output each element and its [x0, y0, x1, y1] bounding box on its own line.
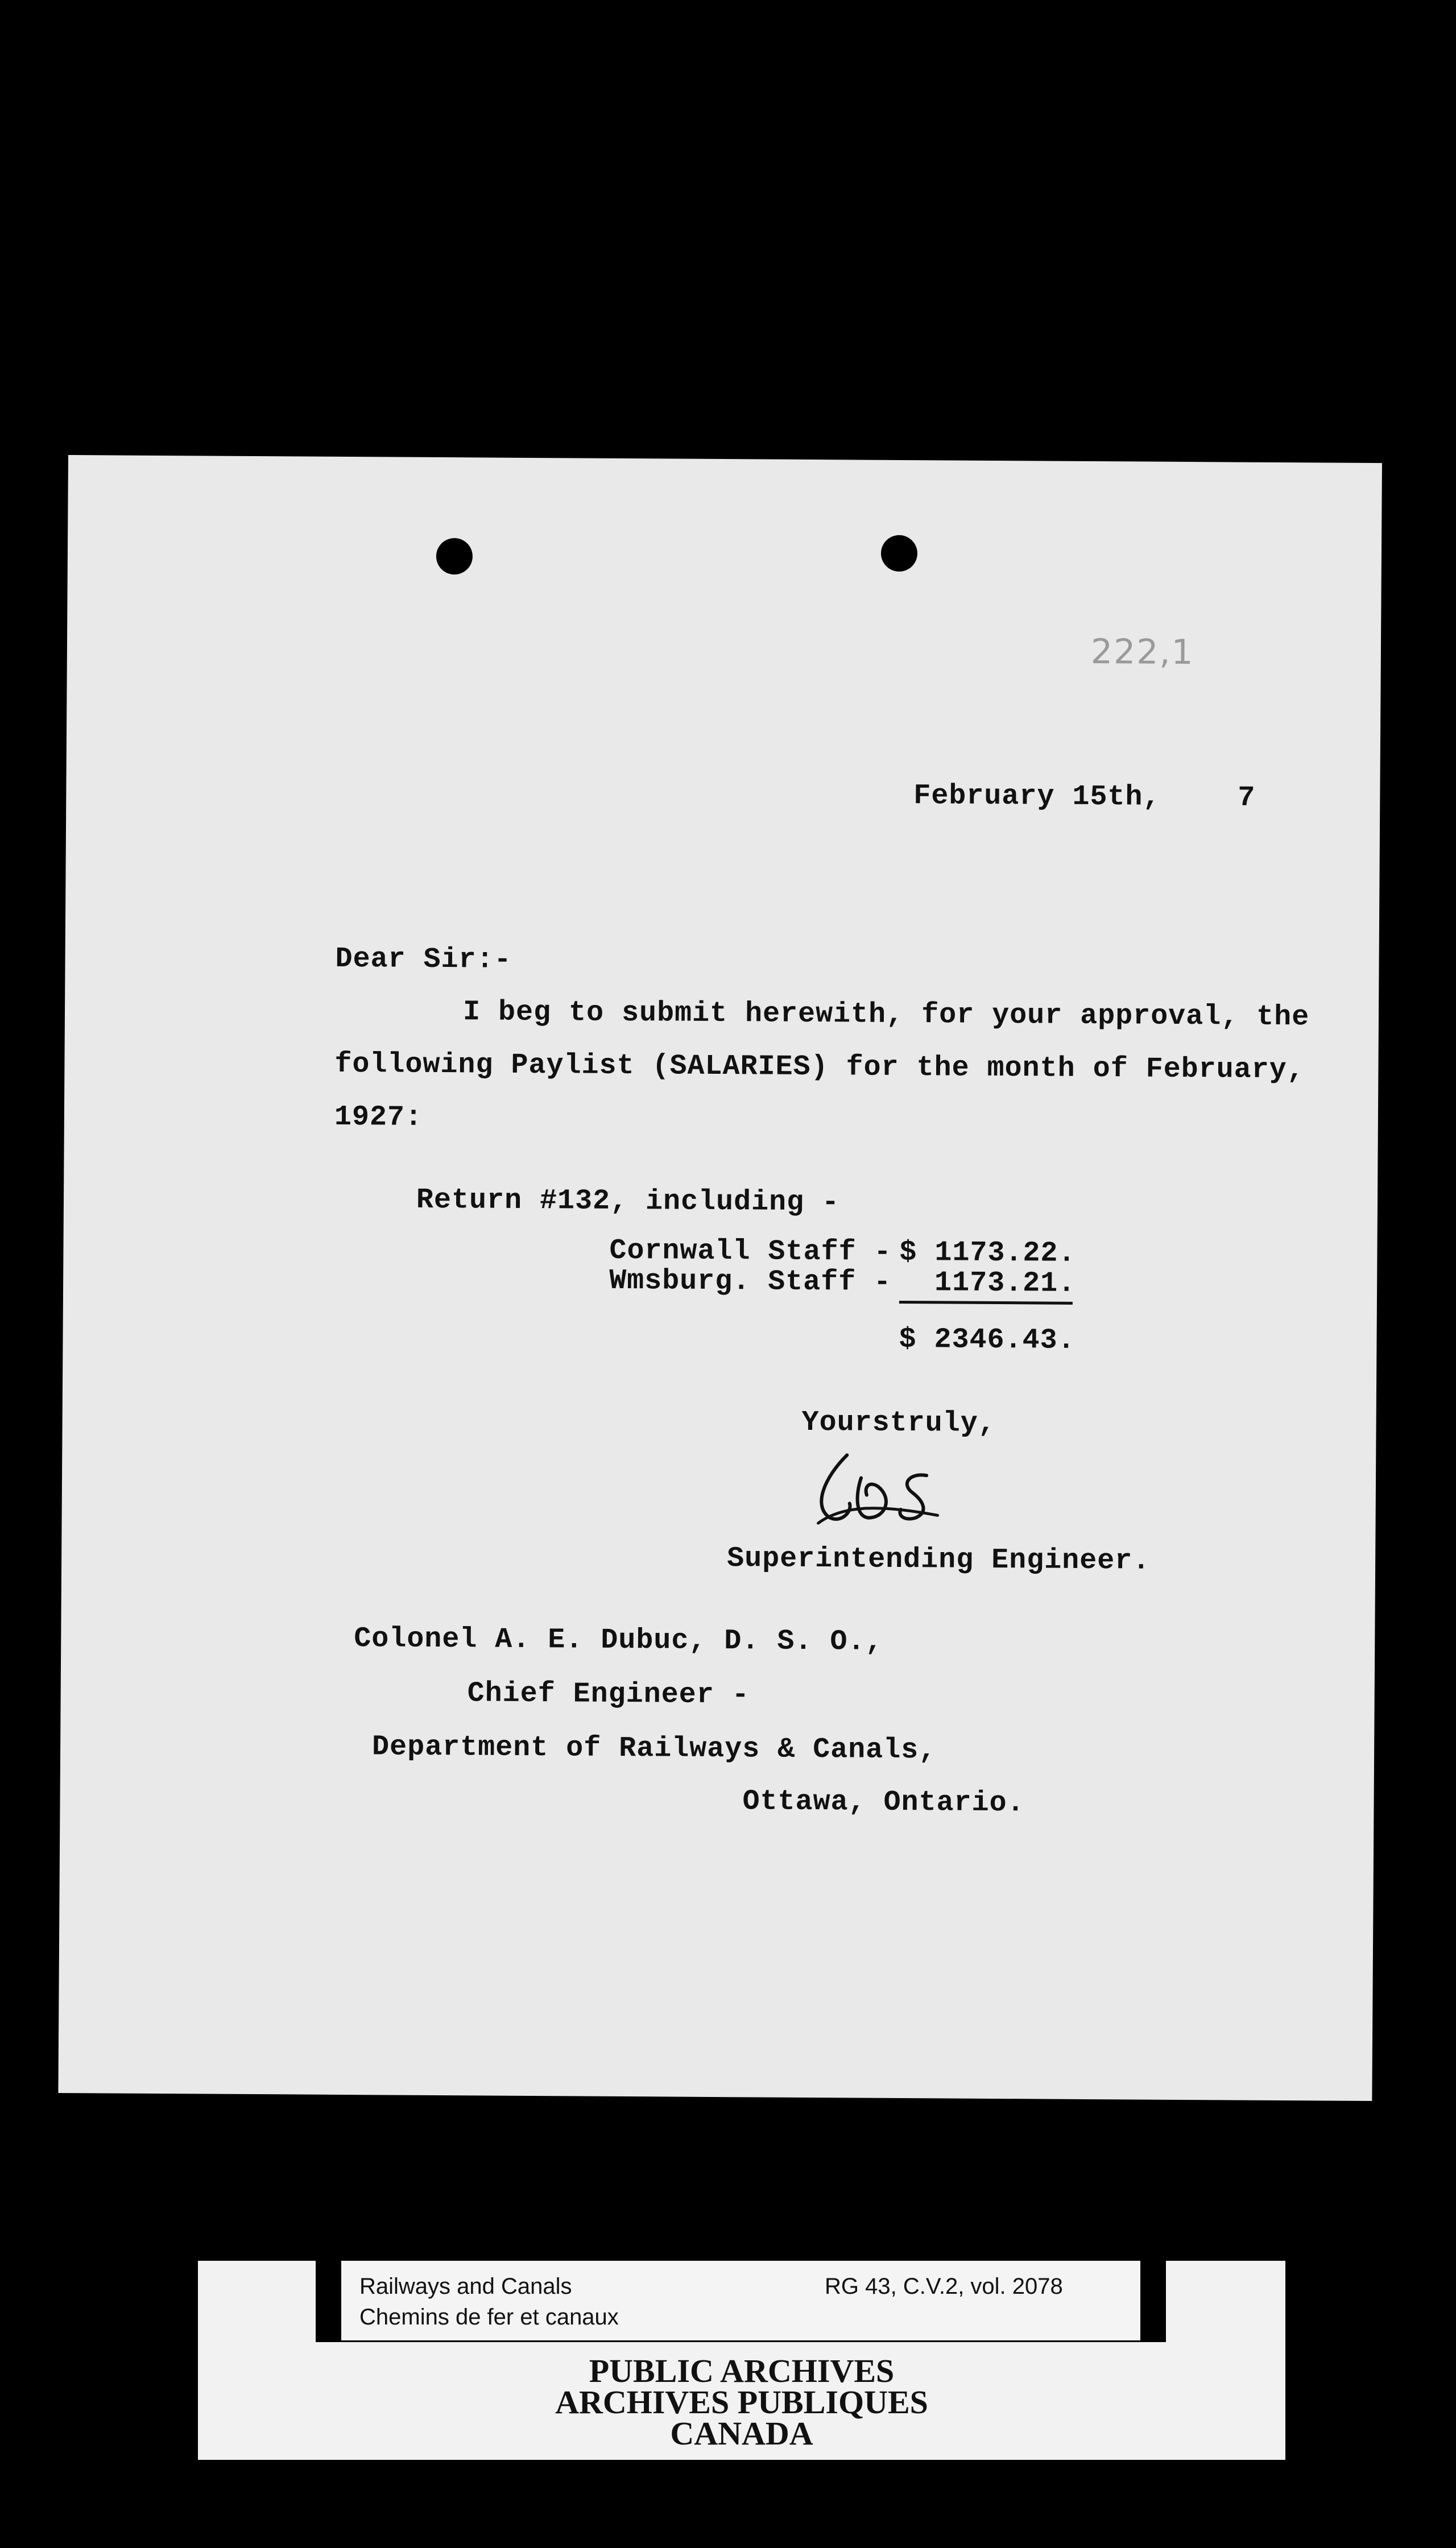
line-item-label: Cornwall Staff -	[609, 1234, 892, 1269]
recipient-city: Ottawa, Ontario.	[742, 1785, 1025, 1820]
recipient-name: Colonel A. E. Dubuc, D. S. O.,	[354, 1623, 883, 1658]
salutation: Dear Sir:-	[335, 942, 512, 977]
return-line: Return #132, including -	[416, 1184, 840, 1219]
total-amount: $ 2346.43.	[899, 1323, 1076, 1357]
fonds-french: Chemins de fer et canaux	[359, 2305, 619, 2330]
punch-hole-right	[881, 535, 917, 572]
line-item-amount: $ 1173.22.	[899, 1236, 1076, 1270]
recipient-title: Chief Engineer -	[467, 1677, 750, 1712]
line-item-amount: 1173.21.	[934, 1267, 1076, 1300]
punch-hole-left	[436, 538, 473, 574]
sum-underline	[899, 1301, 1073, 1305]
archive-reference: RG 43, C.V.2, vol. 2078	[825, 2274, 1063, 2299]
recipient-department: Department of Railways & Canals,	[371, 1731, 937, 1767]
archive-name-french: ARCHIVES PUBLIQUES	[555, 2384, 928, 2421]
letter-date: February 15th,	[913, 780, 1161, 814]
pencil-mark: 222,1	[1090, 631, 1194, 673]
archive-country: CANADA	[670, 2415, 813, 2452]
closing: Yourstruly,	[801, 1406, 996, 1440]
body-line-2: following Paylist (SALARIES) for the month of February,	[334, 1048, 1305, 1087]
signer-title: Superintending Engineer.	[726, 1542, 1151, 1578]
body-line-1: I beg to submit herewith, for your approval, the	[462, 996, 1310, 1034]
archive-name-english: PUBLIC ARCHIVES	[589, 2352, 895, 2389]
letter-page	[58, 455, 1382, 2101]
line-item-label: Wmsburg. Staff -	[609, 1264, 892, 1299]
fonds-english: Railways and Canals	[359, 2274, 572, 2299]
handwritten-signature	[806, 1443, 955, 1541]
body-line-3: 1927:	[334, 1101, 423, 1134]
letter-date-extra: 7	[1238, 781, 1256, 814]
